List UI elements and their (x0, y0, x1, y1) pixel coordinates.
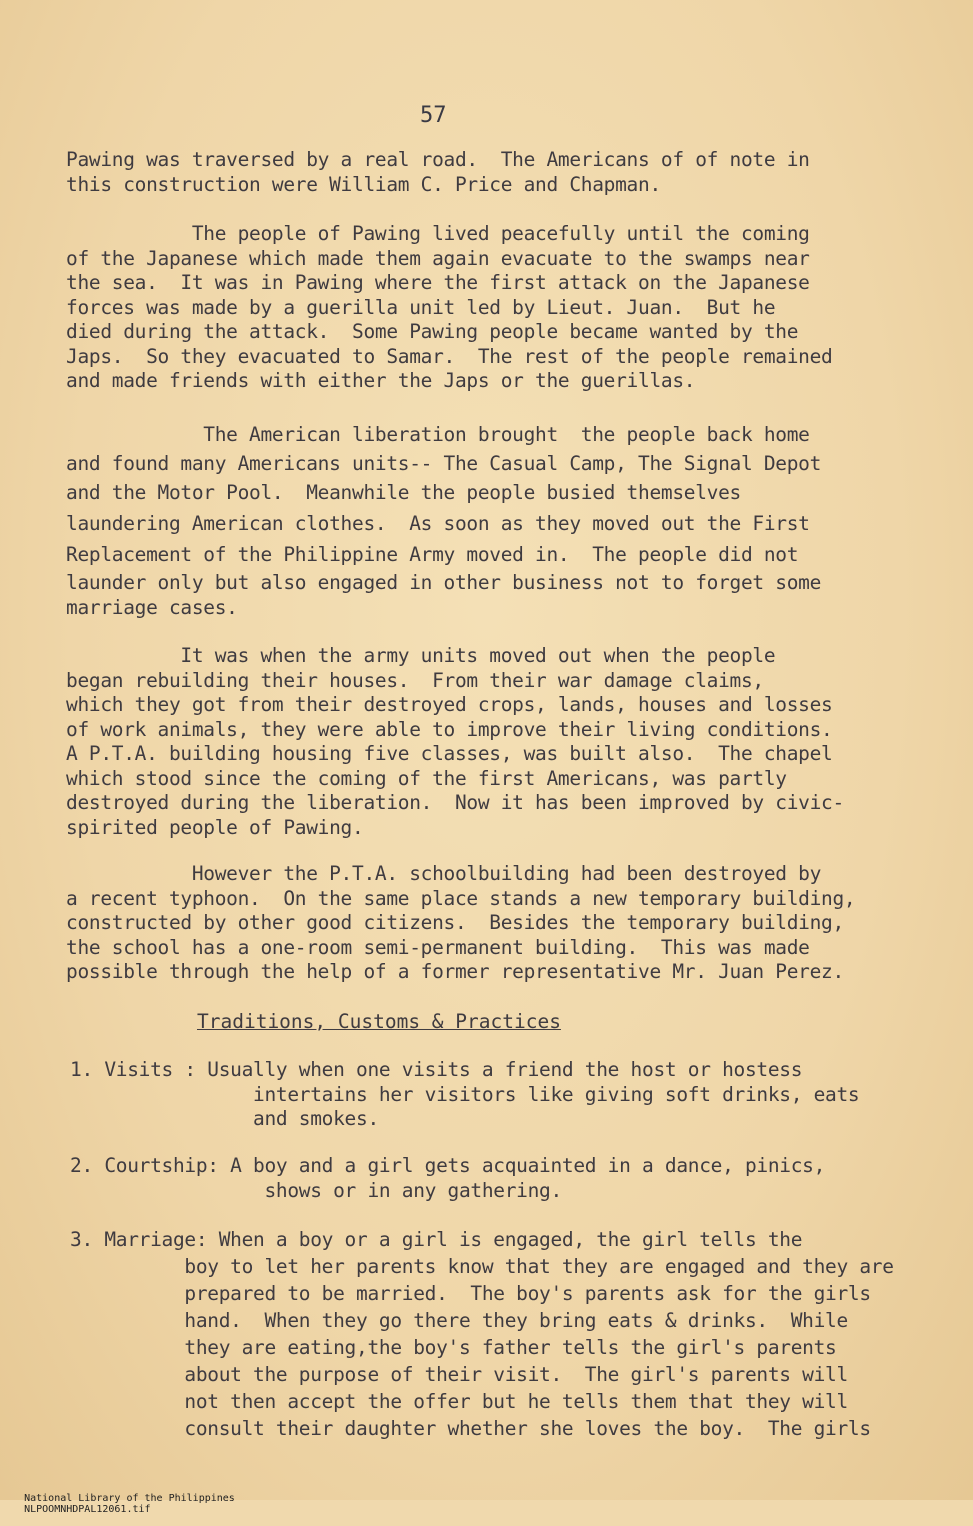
text-line: The American liberation brought the people back home (66, 423, 810, 446)
text-line: they are eating,the boy's father tells the girl's parents (70, 1336, 837, 1359)
text-line: died during the attack. Some Pawing people became wanted by the (66, 320, 799, 343)
paragraph-2 (66, 222, 926, 394)
paragraph-4 (66, 644, 926, 840)
text-line: A P.T.A. building housing five classes, was built also. The chapel (66, 742, 833, 765)
text-line: launder only but also engaged in other business not to forget some (66, 571, 822, 594)
list-item-marriage (70, 1226, 930, 1442)
footer-library: National Library of the Philippines (24, 1493, 235, 1504)
text-line: of work animals, they were able to improve their living conditions. (66, 717, 833, 741)
text-line: spirited people of Pawing. (66, 815, 364, 839)
text-line: laundering American clothes. As soon as they moved out the First (66, 512, 810, 535)
text-line: about the purpose of their visit. The girl's parents will (70, 1363, 848, 1386)
paragraph-5 (66, 862, 926, 985)
text-line: of the Japanese which made them again evacuate to the swamps near (66, 246, 810, 270)
text-line: The people of Pawing lived peacefully until the coming (66, 222, 810, 245)
text-line: a recent typhoon. On the same place stands a new temporary building, (66, 886, 856, 910)
footer-file: NLPOOMNHDPAL12061.tif (24, 1504, 151, 1515)
text-line: 3. Marriage: When a boy or a girl is engaged, the girl tells the (70, 1228, 803, 1251)
text-line: not then accept the offer but he tells them that they will (70, 1390, 848, 1413)
text-line: 2. Courtship: A boy and a girl gets acquainted in a dance, pinics, (70, 1154, 826, 1177)
text-line: Replacement of the Philippine Army moved in. The people did not (66, 543, 799, 566)
text-line: It was when the army units moved out when the people (66, 644, 776, 667)
section-heading: Traditions, Customs & Practices (197, 1010, 561, 1033)
text-line: possible through the help of a former representative Mr. Juan Perez. (66, 960, 844, 983)
text-line: Japs. So they evacuated to Samar. The rest of the people remained (66, 344, 833, 368)
text-line: 1. Visits : Usually when one visits a friend the host or hostess (70, 1058, 803, 1081)
text-line: Pawing was traversed by a real road. The Americans of of note in (66, 148, 810, 171)
paragraph-3 (66, 420, 926, 620)
text-line: the sea. It was in Pawing where the first attack on the Japanese (66, 271, 810, 294)
text-line: shows or in any gathering. (70, 1178, 562, 1202)
text-line: hand. When they go there they bring eats & drinks. While (70, 1309, 848, 1332)
text-line: forces was made by a guerilla unit led by Lieut. Juan. But he (66, 295, 776, 319)
list-item-visits (70, 1058, 930, 1132)
text-line: However the P.T.A. schoolbuilding had been destroyed by (66, 862, 822, 885)
text-line: and smokes. (70, 1107, 379, 1130)
text-line: consult their daughter whether she loves the boy. The girls (70, 1417, 871, 1440)
page-number: 57 (420, 103, 447, 128)
text-line: and made friends with either the Japs or the guerillas. (66, 369, 696, 392)
text-line: constructed by other good citizens. Besides the temporary building, (66, 911, 844, 934)
text-line: intertains her visitors like giving soft drinks, eats (70, 1082, 860, 1106)
text-line: destroyed during the liberation. Now it has been improved by civic- (66, 791, 844, 814)
list-item-courtship (70, 1154, 930, 1203)
text-line: which stood since the coming of the first Americans, was partly (66, 766, 787, 790)
text-line: the school has a one-room semi-permanent building. This was made (66, 935, 810, 959)
text-line: boy to let her parents know that they are engaged and they are (70, 1255, 894, 1278)
text-line: this construction were William C. Price and Chapman. (66, 172, 661, 196)
text-line: and the Motor Pool. Meanwhile the people busied themselves (66, 481, 741, 504)
scan-footer (0, 1482, 263, 1526)
text-line: prepared to be married. The boy's parents ask for the girls (70, 1282, 871, 1305)
text-line: and found many Americans units-- The Casual Camp, The Signal Depot (66, 452, 822, 475)
text-line: which they got from their destroyed crops, lands, houses and losses (66, 693, 833, 716)
paragraph-1 (66, 148, 926, 197)
text-line: marriage cases. (66, 596, 238, 619)
text-line: began rebuilding their houses. From their war damage claims, (66, 668, 764, 692)
